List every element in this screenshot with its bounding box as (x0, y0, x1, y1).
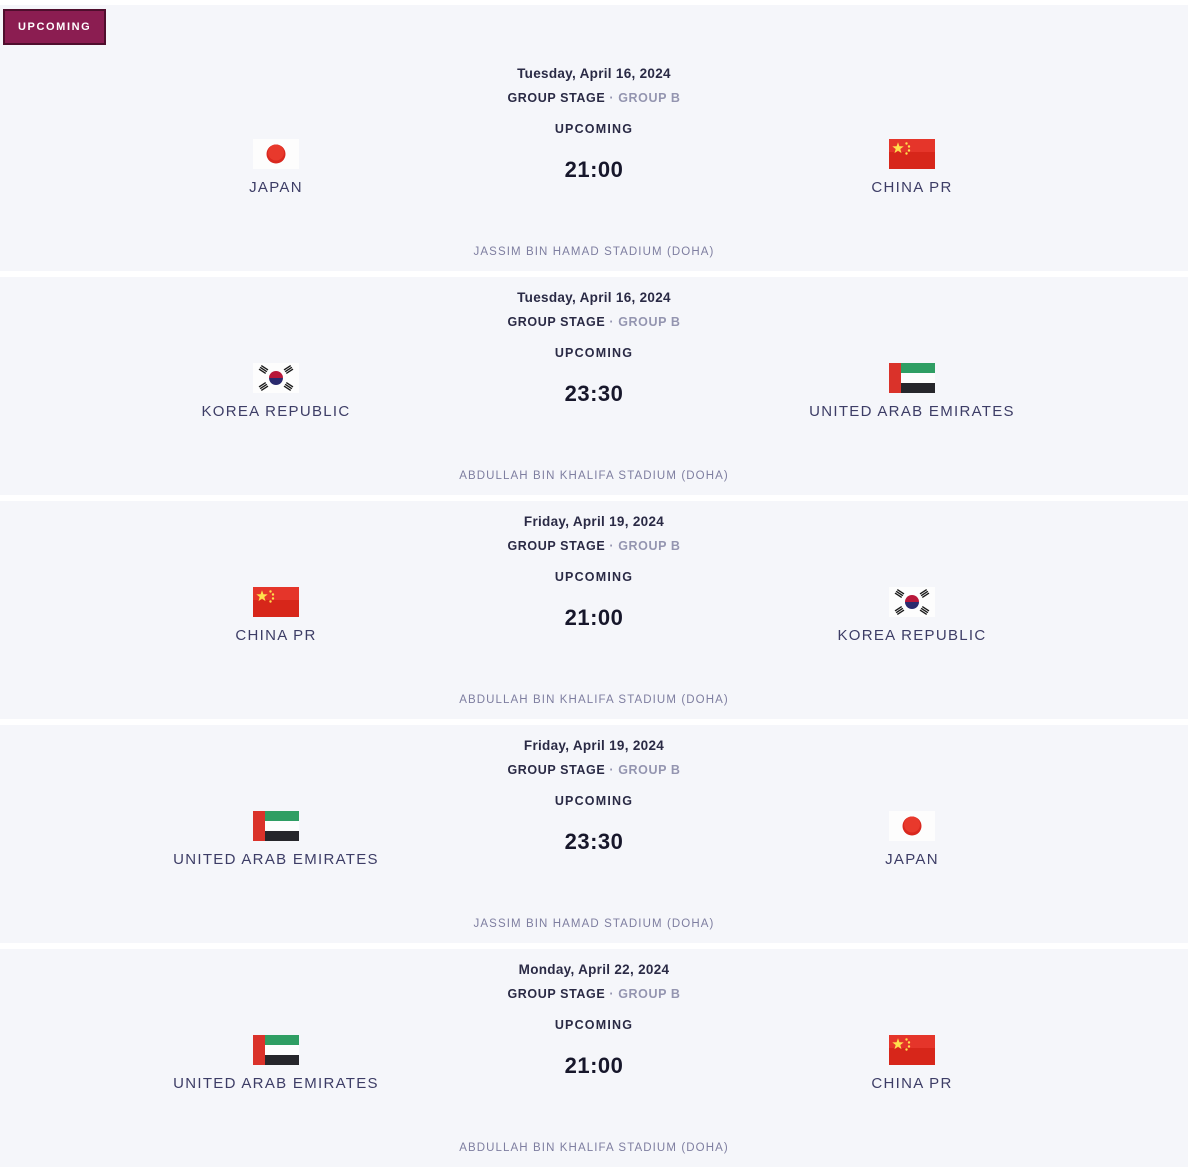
group-label: GROUP B (618, 987, 681, 1001)
badge-row (0, 5, 1188, 53)
stage-label: GROUP STAGE (507, 763, 606, 777)
home-team (136, 1035, 416, 1092)
match-body (0, 501, 1188, 719)
match-date: Friday, April 19, 2024 (523, 514, 665, 529)
match-card[interactable] (0, 949, 1188, 1167)
stage-label: GROUP STAGE (507, 987, 606, 1001)
stage-separator: · (609, 315, 615, 329)
upcoming-filter-badge[interactable]: UPCOMING (3, 9, 106, 45)
home-team-name: KOREA REPUBLIC (201, 403, 351, 420)
venue: ABDULLAH BIN KHALIFA STADIUM (DOHA) (459, 1142, 729, 1154)
uae-flag-icon (253, 1035, 299, 1065)
stage-separator: · (609, 987, 615, 1001)
home-team-name: JAPAN (249, 179, 303, 196)
stage-label: GROUP STAGE (507, 91, 606, 105)
home-team-name: UNITED ARAB EMIRATES (173, 851, 379, 868)
match-body (0, 53, 1188, 271)
away-team (772, 139, 1052, 196)
japan-flag-icon (253, 139, 299, 169)
venue: JASSIM BIN HAMAD STADIUM (DOHA) (473, 246, 715, 258)
japan-flag-icon (889, 811, 935, 841)
away-team-name: CHINA PR (871, 1075, 953, 1092)
match-card[interactable] (0, 501, 1188, 719)
china-pr-flag-icon (889, 139, 935, 169)
stage-separator: · (609, 91, 615, 105)
home-team (136, 811, 416, 868)
away-team-name: UNITED ARAB EMIRATES (809, 403, 1015, 420)
match-card[interactable] (0, 5, 1188, 271)
kickoff-time: 23:30 (564, 829, 624, 854)
kickoff-time: 21:00 (564, 605, 624, 630)
venue: ABDULLAH BIN KHALIFA STADIUM (DOHA) (459, 694, 729, 706)
venue: JASSIM BIN HAMAD STADIUM (DOHA) (473, 918, 715, 930)
china-pr-flag-icon (253, 587, 299, 617)
uae-flag-icon (253, 811, 299, 841)
match-date: Friday, April 19, 2024 (523, 738, 665, 753)
match-date: Tuesday, April 16, 2024 (517, 290, 671, 305)
home-team (136, 363, 416, 420)
kickoff-time: 23:30 (564, 381, 624, 406)
match-date: Monday, April 22, 2024 (518, 962, 670, 977)
uae-flag-icon (889, 363, 935, 393)
match-status: UPCOMING (554, 122, 634, 136)
home-team (136, 587, 416, 644)
stage-line (0, 315, 1188, 329)
match-date: Tuesday, April 16, 2024 (517, 66, 671, 81)
match-status: UPCOMING (554, 1018, 634, 1032)
home-team (136, 139, 416, 196)
kickoff-time: 21:00 (564, 157, 624, 182)
china-pr-flag-icon (889, 1035, 935, 1065)
away-team (772, 811, 1052, 868)
group-label: GROUP B (618, 91, 681, 105)
away-team-name: JAPAN (885, 851, 939, 868)
group-label: GROUP B (618, 539, 681, 553)
away-team (772, 1035, 1052, 1092)
kickoff-time: 21:00 (564, 1053, 624, 1078)
group-label: GROUP B (618, 763, 681, 777)
match-card[interactable] (0, 277, 1188, 495)
match-card[interactable] (0, 725, 1188, 943)
venue: ABDULLAH BIN KHALIFA STADIUM (DOHA) (459, 470, 729, 482)
away-team (772, 363, 1052, 420)
stage-line (0, 91, 1188, 105)
stage-line (0, 539, 1188, 553)
away-team-name: CHINA PR (871, 179, 953, 196)
stage-separator: · (609, 763, 615, 777)
stage-label: GROUP STAGE (507, 539, 606, 553)
away-team (772, 587, 1052, 644)
stage-line (0, 763, 1188, 777)
match-body (0, 277, 1188, 495)
stage-label: GROUP STAGE (507, 315, 606, 329)
home-team-name: UNITED ARAB EMIRATES (173, 1075, 379, 1092)
match-status: UPCOMING (554, 794, 634, 808)
match-body (0, 725, 1188, 943)
match-status: UPCOMING (554, 570, 634, 584)
stage-line (0, 987, 1188, 1001)
home-team-name: CHINA PR (235, 627, 317, 644)
group-label: GROUP B (618, 315, 681, 329)
match-status: UPCOMING (554, 346, 634, 360)
korea-republic-flag-icon (253, 363, 299, 393)
away-team-name: KOREA REPUBLIC (837, 627, 987, 644)
match-body (0, 949, 1188, 1167)
stage-separator: · (609, 539, 615, 553)
korea-republic-flag-icon (889, 587, 935, 617)
